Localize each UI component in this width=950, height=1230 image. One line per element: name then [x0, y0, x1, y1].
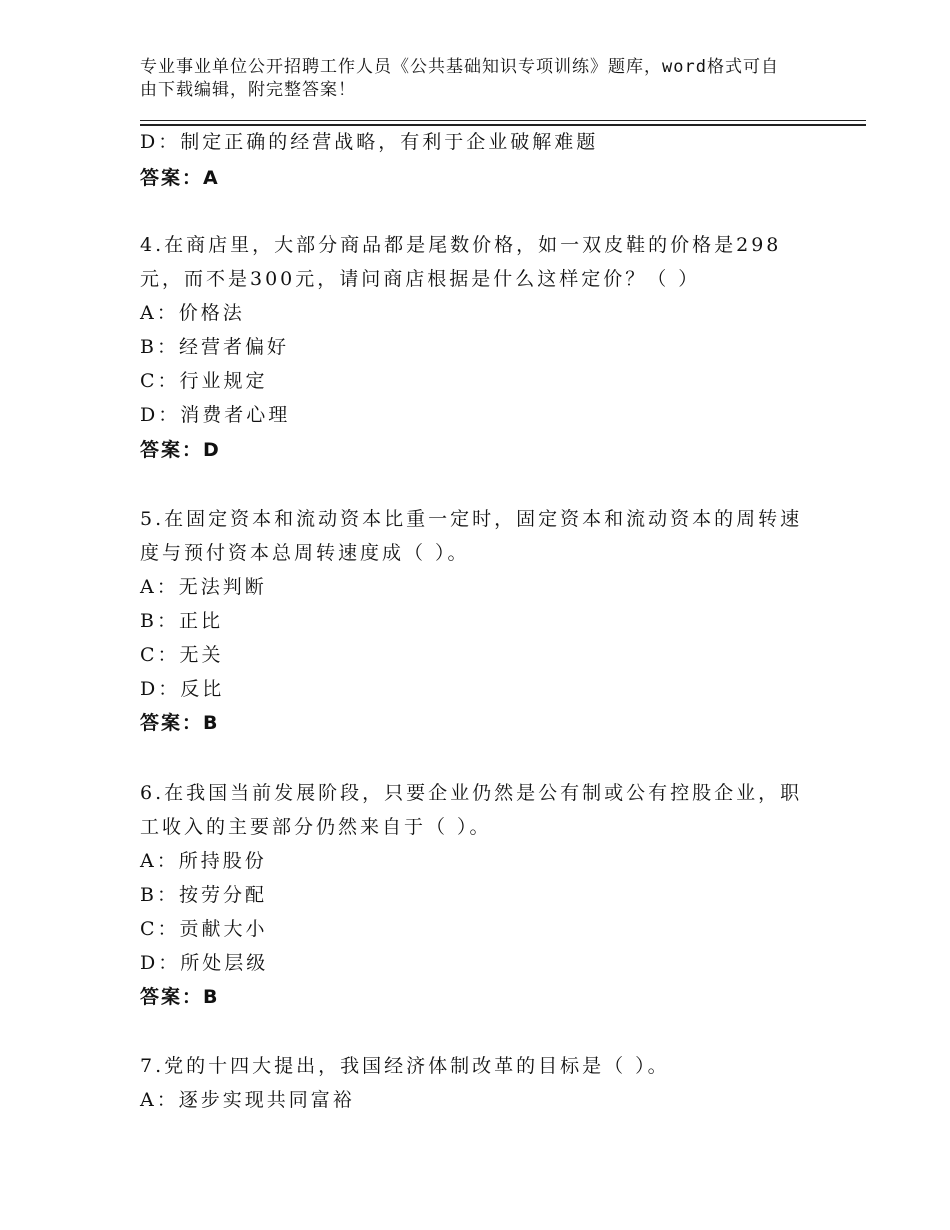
q7-stem-line-1: 7.党的十四大提出，我国经济体制改革的目标是（ ）。 — [140, 1055, 670, 1077]
header-line-1: 专业事业单位公开招聘工作人员《公共基础知识专项训练》题库，word格式可自 — [140, 57, 779, 77]
q4-stem-line-1: 4.在商店里，大部分商品都是尾数价格，如一双皮鞋的价格是298 — [140, 234, 782, 256]
q4-stem-line-2: 元，而不是300元，请问商店根据是什么这样定价？（ ） — [140, 268, 701, 290]
q5-option-a: A：无法判断 — [140, 576, 267, 598]
q6-stem-line-2: 工收入的主要部分仍然来自于（ ）。 — [140, 816, 492, 838]
q6-option-c: C：贡献大小 — [140, 918, 268, 940]
q4-option-a: A：价格法 — [140, 302, 245, 324]
q6-option-d: D：所处层级 — [140, 952, 269, 974]
q6-stem-line-1: 6.在我国当前发展阶段，只要企业仍然是公有制或公有控股企业，职 — [140, 782, 803, 804]
q5-stem-line-1: 5.在固定资本和流动资本比重一定时，固定资本和流动资本的周转速 — [140, 508, 803, 530]
q4-option-b: B：经营者偏好 — [140, 336, 289, 358]
q3-option-d: D：制定正确的经营战略，有利于企业破解难题 — [140, 131, 599, 153]
q3-answer: 答案：A — [140, 167, 220, 189]
header-line-2: 由下载编辑，附完整答案！ — [140, 80, 356, 100]
q5-option-b: B：正比 — [140, 610, 223, 632]
q6-option-a: A：所持股份 — [140, 850, 267, 872]
q4-option-d: D：消费者心理 — [140, 404, 291, 426]
q6-answer: 答案：B — [140, 986, 220, 1008]
q5-option-c: C：无关 — [140, 644, 224, 666]
q4-option-c: C：行业规定 — [140, 370, 268, 392]
header-rule-thin — [140, 120, 866, 121]
header-rule-thick — [140, 124, 866, 126]
q5-stem-line-2: 度与预付资本总周转速度成（ ）。 — [140, 542, 470, 564]
q6-option-b: B：按劳分配 — [140, 884, 267, 906]
document-header — [140, 56, 820, 102]
q4-answer: 答案：D — [140, 439, 221, 461]
q5-answer: 答案：B — [140, 712, 220, 734]
q7-option-a: A：逐步实现共同富裕 — [140, 1089, 355, 1111]
q5-option-d: D：反比 — [140, 678, 225, 700]
